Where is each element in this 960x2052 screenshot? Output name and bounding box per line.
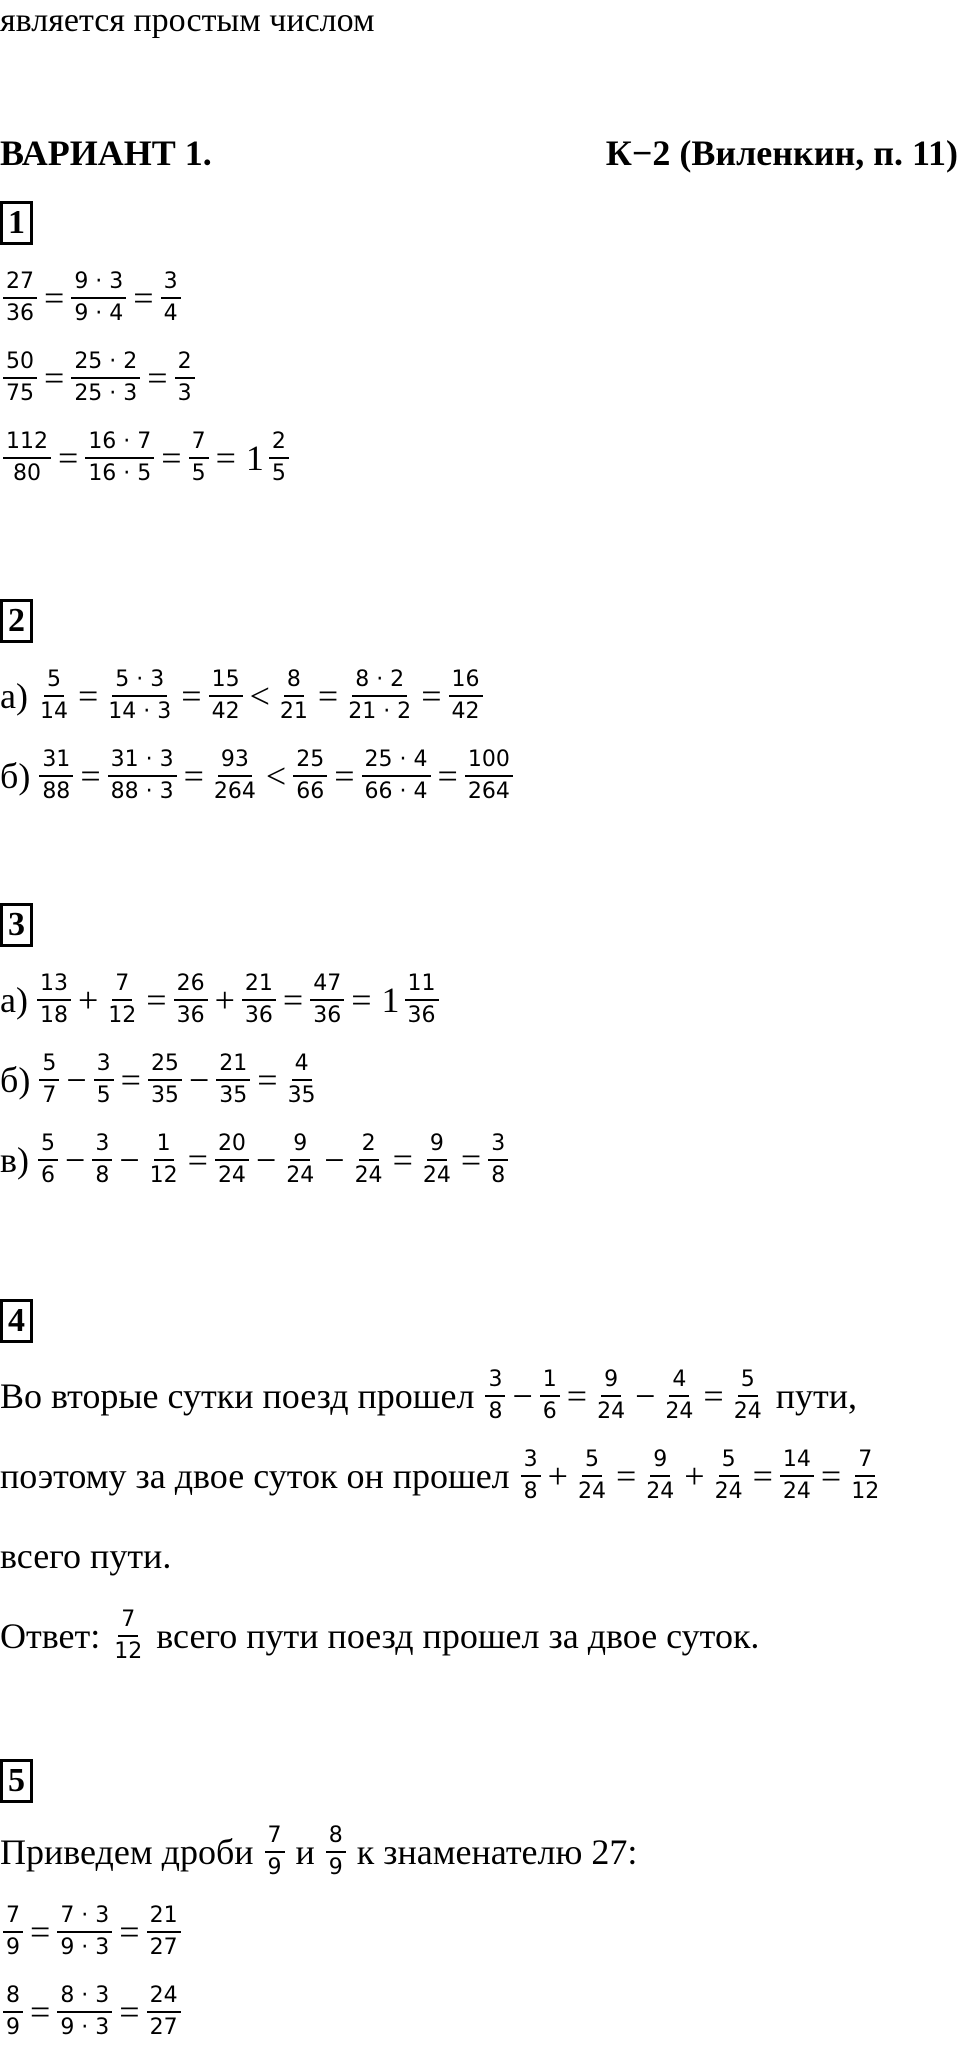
fraction: [540, 1365, 560, 1427]
section-3-number-box: 3: [0, 902, 33, 947]
fraction: [215, 1129, 249, 1191]
fraction: [3, 427, 51, 489]
numerator: 7 · 3: [57, 1901, 112, 1933]
text-run: Приведем дроби: [0, 1832, 254, 1872]
minus-sign: −: [512, 1376, 533, 1416]
equals-sign: =: [215, 438, 236, 478]
denominator: 24: [577, 1479, 606, 1504]
numerator: 9: [427, 1129, 447, 1161]
fraction: [848, 1445, 882, 1507]
numerator: 3: [94, 1049, 114, 1081]
numerator: 9 · 3: [71, 267, 126, 299]
numerator: 47: [310, 969, 344, 1001]
numerator: 15: [209, 665, 243, 697]
denominator: 42: [211, 699, 240, 724]
denominator: 12: [108, 1003, 137, 1028]
numerator: 31 · 3: [108, 745, 177, 777]
item-label: б): [0, 1060, 31, 1100]
minus-sign: −: [255, 1140, 277, 1180]
fraction: [37, 665, 71, 727]
denominator: 9: [6, 1935, 20, 1960]
denominator: 5: [191, 461, 206, 486]
fraction: [147, 1129, 181, 1191]
fraction: [71, 347, 140, 409]
math-line: [0, 1812, 645, 1892]
text-run: всего пути.: [0, 1536, 172, 1576]
numerator: 5: [582, 1445, 602, 1477]
numerator: 20: [215, 1129, 249, 1161]
math-line: [0, 418, 292, 498]
fraction: [3, 267, 37, 329]
fraction: [449, 665, 483, 727]
equals-sign: =: [119, 1992, 140, 2032]
fraction: [37, 969, 71, 1031]
fraction: [92, 1129, 112, 1191]
numerator: 9: [290, 1129, 310, 1161]
numerator: 21: [216, 1049, 250, 1081]
numerator: 5 · 3: [112, 665, 167, 697]
equals-sign: =: [146, 980, 167, 1020]
numerator: 13: [37, 969, 71, 1001]
equals-sign: =: [147, 358, 168, 398]
numerator: 8 · 3: [57, 1981, 112, 2013]
numerator: 7: [265, 1821, 285, 1853]
text-run: и: [295, 1832, 315, 1872]
fraction: [209, 665, 243, 727]
numerator: 5: [719, 1445, 739, 1477]
equals-sign: =: [460, 1140, 482, 1180]
denominator: 75: [6, 381, 34, 406]
fraction: [285, 1049, 319, 1111]
numerator: 5: [39, 1049, 59, 1081]
math-line: [0, 736, 516, 816]
denominator: 5: [271, 461, 286, 486]
fraction: [310, 969, 344, 1031]
numerator: 16: [449, 665, 483, 697]
fraction: [465, 745, 513, 807]
numerator: 25: [148, 1049, 182, 1081]
equals-sign: =: [44, 358, 65, 398]
minus-sign: −: [324, 1140, 345, 1180]
denominator: 12: [851, 1479, 880, 1504]
numerator: 2: [359, 1129, 379, 1161]
math-line: [0, 338, 292, 418]
item-label: а): [0, 676, 28, 716]
denominator: 264: [467, 779, 510, 804]
fraction: [189, 427, 209, 489]
denominator: 35: [150, 1083, 179, 1108]
numerator: 16 · 7: [85, 427, 154, 459]
fraction: [3, 347, 37, 409]
reference-title: К−2 (Виленкин, п. 11): [605, 133, 958, 173]
equals-sign: =: [181, 676, 202, 716]
math-line: [0, 1356, 885, 1436]
fraction: [57, 1901, 112, 1963]
denominator: 14 · 3: [108, 699, 172, 724]
denominator: 36: [244, 1003, 273, 1028]
math-line: [0, 258, 292, 338]
equals-sign: =: [30, 1992, 51, 2032]
equals-sign: =: [437, 756, 458, 796]
whole-part: 1: [245, 438, 264, 478]
equals-sign: =: [351, 980, 372, 1020]
item-label: в): [0, 1140, 29, 1180]
denominator: 6: [542, 1399, 557, 1424]
equals-sign: =: [44, 278, 65, 318]
fraction: [242, 969, 276, 1031]
math-line: [0, 656, 516, 736]
numerator: 4: [669, 1365, 689, 1397]
numerator: 3: [521, 1445, 541, 1477]
denominator: 35: [287, 1083, 316, 1108]
numerator: 7: [855, 1445, 875, 1477]
fraction: [39, 1049, 59, 1111]
denominator: 66 · 4: [364, 779, 428, 804]
text-run: Ответ:: [0, 1616, 101, 1656]
minus-sign: −: [65, 1140, 86, 1180]
equals-sign: =: [77, 676, 99, 716]
numerator: 50: [3, 347, 37, 379]
denominator: 88 · 3: [110, 779, 174, 804]
fraction: [147, 1981, 181, 2043]
denominator: 4: [163, 301, 178, 326]
plus-sign: +: [214, 980, 235, 1020]
equals-sign: =: [58, 438, 79, 478]
plus-sign: +: [77, 980, 99, 1020]
numerator: 27: [3, 267, 37, 299]
denominator: 9: [6, 2015, 20, 2040]
text-run: к знаменателю 27:: [356, 1832, 638, 1872]
numerator: 7: [189, 427, 209, 459]
section-1-number-box: 1: [0, 200, 33, 245]
math-line: [0, 1972, 645, 2052]
fraction: [521, 1445, 541, 1507]
fraction: [594, 1365, 628, 1427]
denominator: 88: [42, 779, 71, 804]
denominator: 9: [328, 1855, 343, 1880]
numerator: 7: [112, 969, 132, 1001]
section-5-number-box: 5: [0, 1758, 33, 1803]
denominator: 9 · 3: [60, 2015, 110, 2040]
fraction: [3, 1981, 23, 2043]
denominator: 24: [733, 1399, 762, 1424]
numerator: 25: [293, 745, 327, 777]
fraction: [147, 1901, 181, 1963]
equals-sign: =: [119, 1912, 140, 1952]
math-line: [0, 1040, 511, 1120]
numerator: 3: [161, 267, 181, 299]
equals-sign: =: [752, 1456, 773, 1496]
numerator: 8: [284, 665, 304, 697]
numerator: 8: [3, 1981, 23, 2013]
denominator: 8: [523, 1479, 538, 1504]
denominator: 9 · 4: [74, 301, 124, 326]
fraction: [85, 427, 154, 489]
fraction: [485, 1365, 505, 1427]
fraction: [269, 427, 289, 489]
math-line: [0, 1892, 645, 1972]
math-line: [0, 1120, 511, 1200]
numerator: 112: [3, 427, 51, 459]
section-4-lines: [0, 1356, 885, 1676]
fraction: [105, 969, 139, 1031]
denominator: 36: [313, 1003, 342, 1028]
fraction: [731, 1365, 765, 1427]
math-line: [0, 960, 511, 1040]
equals-sign: =: [615, 1456, 637, 1496]
fraction: [111, 1605, 145, 1667]
fraction: [293, 745, 327, 807]
fraction: [575, 1445, 609, 1507]
fraction: [211, 745, 259, 807]
numerator: 24: [147, 1981, 181, 2013]
fraction: [174, 969, 208, 1031]
denominator: 27: [149, 2015, 178, 2040]
fraction: [161, 267, 181, 329]
equals-sign: =: [392, 1140, 413, 1180]
numerator: 25 · 2: [71, 347, 140, 379]
fraction: [277, 665, 311, 727]
denominator: 36: [6, 301, 34, 326]
denominator: 66: [296, 779, 325, 804]
section-3-lines: [0, 960, 511, 1200]
denominator: 14: [39, 699, 68, 724]
equals-sign: =: [161, 438, 182, 478]
text-run: всего пути поезд прошел за двое суток.: [156, 1616, 760, 1656]
denominator: 27: [149, 1935, 178, 1960]
numerator: 14: [780, 1445, 814, 1477]
fraction: [643, 1445, 677, 1507]
equals-sign: =: [334, 756, 355, 796]
minus-sign: −: [66, 1060, 87, 1100]
denominator: 24: [597, 1399, 626, 1424]
denominator: 24: [354, 1163, 383, 1188]
numerator: 2: [175, 347, 195, 379]
denominator: 24: [782, 1479, 811, 1504]
numerator: 2: [269, 427, 289, 459]
fraction: [94, 1049, 114, 1111]
numerator: 3: [488, 1129, 508, 1161]
fraction: [345, 665, 414, 727]
equals-sign: =: [133, 278, 154, 318]
numerator: 5: [44, 665, 64, 697]
fraction: [362, 745, 431, 807]
denominator: 36: [176, 1003, 205, 1028]
equals-sign: =: [317, 676, 339, 716]
numerator: 7: [3, 1901, 23, 1933]
numerator: 1: [154, 1129, 174, 1161]
numerator: 31: [39, 745, 73, 777]
math-line: [0, 1596, 885, 1676]
denominator: 35: [219, 1083, 248, 1108]
section-5-lines: [0, 1812, 645, 2052]
fraction: [3, 1901, 23, 1963]
fraction: [216, 1049, 250, 1111]
math-line: [0, 1516, 885, 1596]
fraction: [662, 1365, 696, 1427]
fraction: [405, 969, 439, 1031]
numerator: 8: [326, 1821, 346, 1853]
denominator: 18: [39, 1003, 68, 1028]
fraction: [105, 665, 174, 727]
denominator: 3: [177, 381, 192, 406]
variant-title: ВАРИАНТ 1.: [0, 133, 212, 173]
numerator: 7: [118, 1605, 138, 1637]
equals-sign: =: [30, 1912, 51, 1952]
numerator: 9: [601, 1365, 621, 1397]
equals-sign: =: [257, 1060, 278, 1100]
equals-sign: =: [282, 980, 304, 1020]
denominator: 24: [422, 1163, 451, 1188]
equals-sign: =: [703, 1376, 724, 1416]
numerator: 1: [540, 1365, 560, 1397]
fraction: [265, 1821, 285, 1883]
section-2-number-box: 2: [0, 598, 33, 643]
top-fragment-text: является простым числом: [0, 2, 375, 39]
denominator: 21 · 2: [348, 699, 412, 724]
numerator: 21: [242, 969, 276, 1001]
numerator: 9: [650, 1445, 670, 1477]
denominator: 9 · 3: [60, 1935, 110, 1960]
fraction: [148, 1049, 182, 1111]
denominator: 25 · 3: [74, 381, 138, 406]
plus-sign: +: [684, 1456, 705, 1496]
item-label: а): [0, 980, 28, 1020]
numerator: 5: [38, 1129, 58, 1161]
equals-sign: =: [80, 756, 101, 796]
numerator: 93: [218, 745, 252, 777]
section-1-lines: [0, 258, 292, 498]
equals-sign: =: [566, 1376, 588, 1416]
denominator: 16 · 5: [88, 461, 152, 486]
fraction: [175, 347, 195, 409]
numerator: 8 · 2: [352, 665, 407, 697]
numerator: 3: [485, 1365, 505, 1397]
denominator: 42: [451, 699, 480, 724]
equals-sign: =: [120, 1060, 141, 1100]
equals-sign: =: [421, 676, 442, 716]
numerator: 100: [465, 745, 513, 777]
plus-sign: +: [547, 1456, 568, 1496]
numerator: 11: [405, 969, 439, 1001]
whole-part: 1: [381, 980, 400, 1020]
denominator: 7: [42, 1083, 57, 1108]
denominator: 8: [491, 1163, 506, 1188]
denominator: 264: [213, 779, 256, 804]
minus-sign: −: [635, 1376, 656, 1416]
denominator: 9: [267, 1855, 282, 1880]
less-than-sign: <: [249, 676, 270, 716]
math-line: [0, 1436, 885, 1516]
section-4-number-box: 4: [0, 1298, 33, 1343]
denominator: 24: [286, 1163, 315, 1188]
numerator: 4: [292, 1049, 312, 1081]
item-label: б): [0, 756, 31, 796]
numerator: 25 · 4: [362, 745, 431, 777]
denominator: 5: [96, 1083, 111, 1108]
fraction: [108, 745, 177, 807]
numerator: 21: [147, 1901, 181, 1933]
fraction: [38, 1129, 58, 1191]
fraction: [283, 1129, 317, 1191]
fraction: [488, 1129, 508, 1191]
less-than-sign: <: [265, 756, 287, 796]
numerator: 5: [738, 1365, 758, 1397]
fraction: [712, 1445, 746, 1507]
text-run: поэтому за двое суток он прошел: [0, 1456, 510, 1496]
minus-sign: −: [188, 1060, 210, 1100]
fraction: [39, 745, 73, 807]
denominator: 24: [714, 1479, 743, 1504]
numerator: 3: [92, 1129, 112, 1161]
minus-sign: −: [119, 1140, 140, 1180]
denominator: 12: [149, 1163, 178, 1188]
numerator: 26: [174, 969, 208, 1001]
denominator: 24: [665, 1399, 694, 1424]
equals-sign: =: [820, 1456, 842, 1496]
fraction: [352, 1129, 386, 1191]
denominator: 8: [95, 1163, 110, 1188]
fraction: [780, 1445, 814, 1507]
fraction: [420, 1129, 454, 1191]
equals-sign: =: [187, 1140, 208, 1180]
denominator: 8: [488, 1399, 503, 1424]
denominator: 24: [217, 1163, 246, 1188]
denominator: 12: [114, 1639, 143, 1664]
fraction: [71, 267, 126, 329]
denominator: 36: [407, 1003, 436, 1028]
denominator: 21: [279, 699, 308, 724]
fraction: [57, 1981, 112, 2043]
text-run: пути,: [775, 1376, 857, 1416]
denominator: 80: [13, 461, 41, 486]
section-2-lines: [0, 656, 516, 816]
fraction: [326, 1821, 346, 1883]
denominator: 6: [41, 1163, 55, 1188]
text-run: Во вторые сутки поезд прошел: [0, 1376, 475, 1416]
denominator: 24: [646, 1479, 675, 1504]
equals-sign: =: [183, 756, 204, 796]
